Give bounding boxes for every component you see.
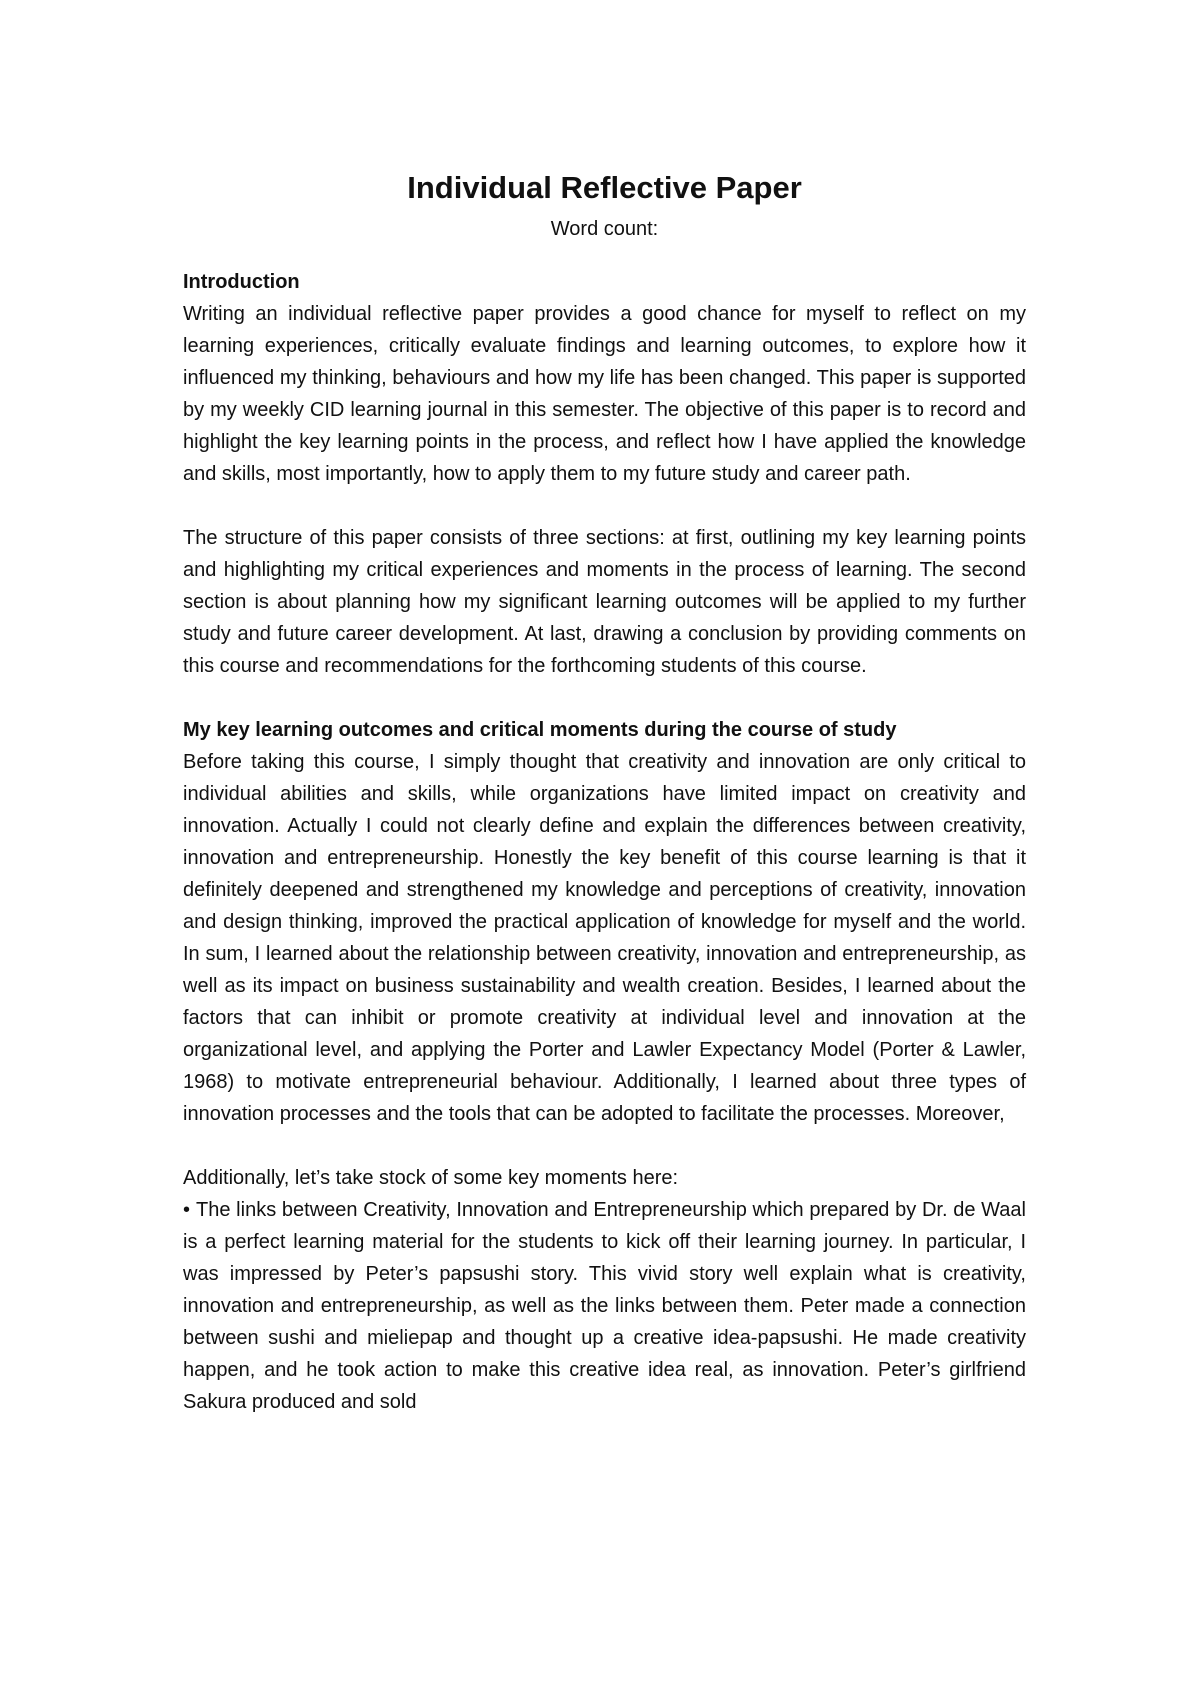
introduction-heading: Introduction	[183, 271, 300, 293]
page-title: Individual Reflective Paper	[407, 170, 802, 205]
key-learning-paragraph-1: Before taking this course, I simply thought that creativity and innovation are only critical to individual abilities and skills, while organizations have limited impact on creativity and innovation. Actually I could not clearly define and explain the differences between creativity, innovation and entrepreneurship. Honestly the key benefit of this course learning is that it definitely deepened and strengthened my knowledge and perceptions of creativity, innovation and design thinking, improved the practical application of knowledge for myself and the world. In sum, I learned about the relationship between creativity, innovation and entrepreneurship, as well as its impact on business sustainability and wealth creation. Besides, I learned about the factors that can inhibit or promote creativity at individual level and innovation at the organizational level, and applying the Porter and Lawler Expectancy Model (Porter & Lawler, 1968) to motivate entrepreneurial behaviour. Additionally, I learned about three types of innovation processes and the tools that can be adopted to facilitate the processes. Moreover,	[183, 751, 1026, 1125]
introduction-paragraph-1: Writing an individual reflective paper provides a good chance for myself to reflect on my learning experiences, critically evaluate findings and learning outcomes, to explore how it influenced my thinking, behaviours and how my life has been changed. This paper is supported by my weekly CID learning journal in this semester. The objective of this paper is to record and highlight the key learning points in the process, and reflect how I have applied the knowledge and skills, most importantly, how to apply them to my future study and career path.	[183, 303, 1026, 485]
bullet-item	[183, 1194, 1026, 1418]
bullet-icon: •	[183, 1199, 191, 1221]
introduction-paragraph-2: The structure of this paper consists of three sections: at first, outlining my key learning points and highlighting my critical experiences and moments in the process of learning. The second section is about planning how my significant learning outcomes will be applied to my further study and future career development. At last, drawing a conclusion by providing comments on this course and recommendations for the forthcoming students of this course.	[183, 527, 1026, 677]
key-moments-intro: Additionally, let’s take stock of some key moments here:	[183, 1167, 679, 1189]
bullet-item-text: The links between Creativity, Innovation and Entrepreneurship which prepared by Dr. de Waal is a perfect learning material for the students to kick off their learning journey. In particular, I was impressed by Peter’s papsushi story. This vivid story well explain what is creativity, innovation and entrepreneurship, as well as the links between them. Peter made a connection between sushi and mieliepap and thought up a creative idea-papsushi. He made creativity happen, and he took action to make this creative idea real, as innovation. Peter’s girlfriend Sakura produced and sold	[183, 1199, 1026, 1413]
key-learning-heading: My key learning outcomes and critical moments during the course of study	[183, 719, 897, 741]
document-content	[183, 168, 1026, 1418]
word-count-label: Word count:	[550, 218, 659, 240]
